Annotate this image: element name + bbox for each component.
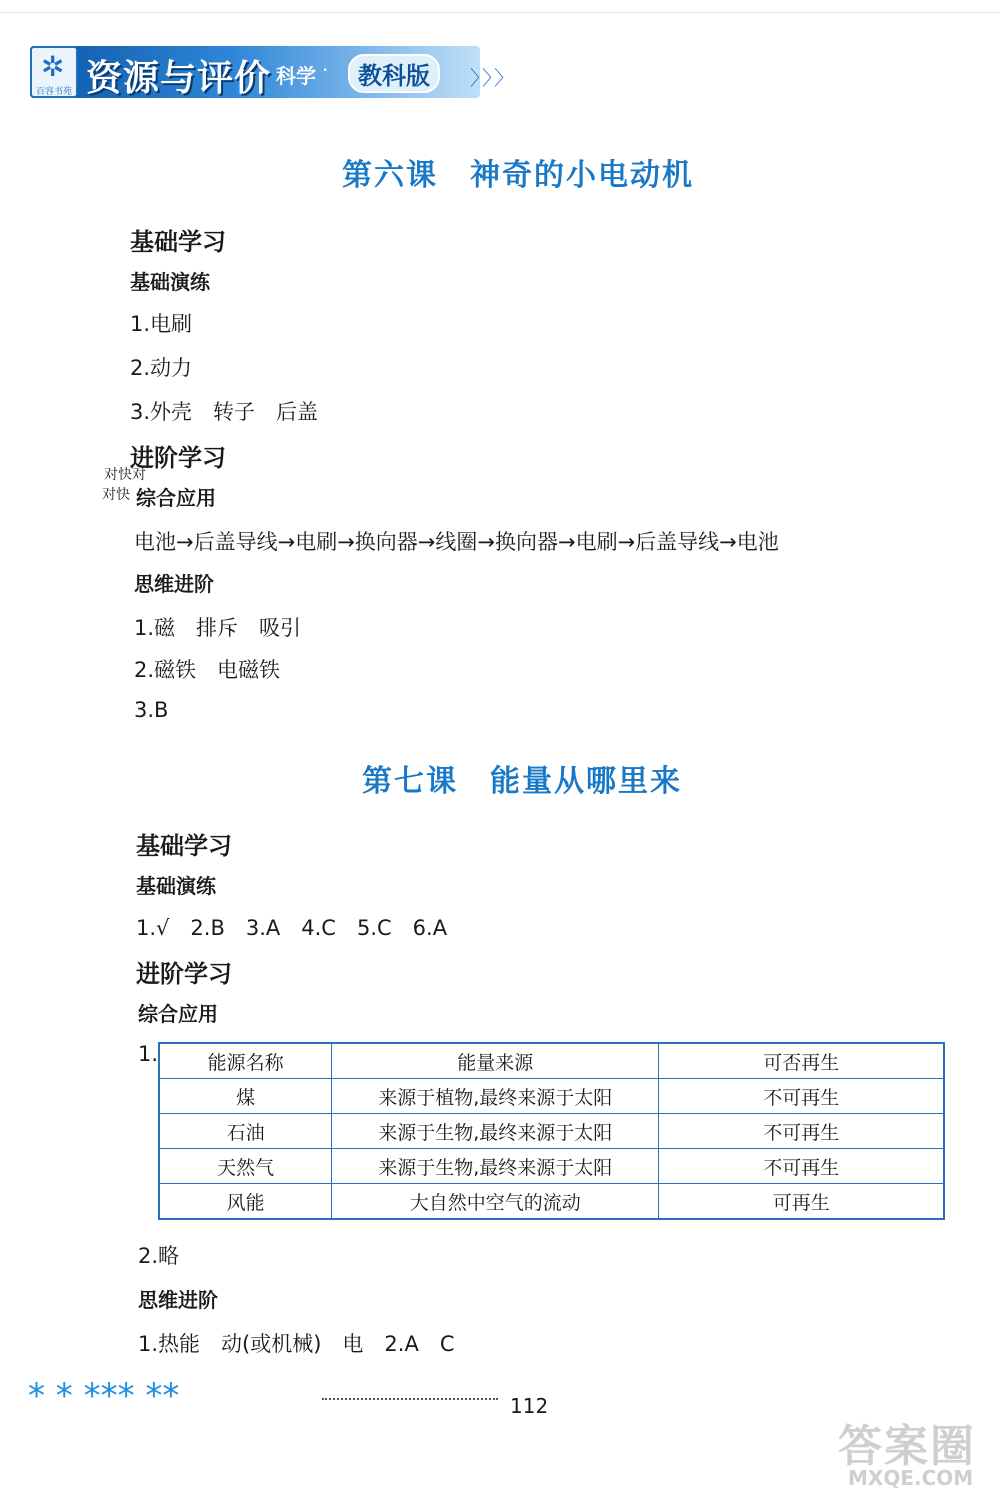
lesson6-thinking-item-2: 2.磁铁 电磁铁	[134, 658, 281, 682]
logo-text: 百容书苑	[36, 87, 73, 97]
lesson6-thinking-item-3: 3.B	[134, 698, 169, 722]
lesson6-basic-item-3: 3.外壳 转子 后盖	[130, 400, 319, 424]
page-number: 112	[510, 1394, 549, 1418]
star-logo-icon: ✲	[41, 50, 65, 83]
table-header-cell: 可否再生	[659, 1043, 944, 1079]
chevron-right-icon: 〉〉〉	[470, 66, 516, 90]
lesson7-application: 综合应用	[138, 1002, 218, 1026]
series-title: 资源与评价	[86, 58, 272, 99]
table-cell: 石油	[159, 1114, 332, 1149]
table-header-cell: 能源名称	[159, 1043, 332, 1079]
dotted-leader	[322, 1398, 498, 1400]
watermark	[838, 1410, 988, 1492]
margin-note-2: 对快	[102, 487, 130, 503]
lesson6-basic-item-1: 1.电刷	[130, 312, 193, 336]
lesson7-thinking-answer: 1.热能 动(或机械) 电 2.A C	[138, 1332, 455, 1356]
table-cell: 风能	[159, 1184, 332, 1220]
table-cell: 煤	[159, 1079, 332, 1114]
table-row	[159, 1079, 944, 1114]
table-cell: 天然气	[159, 1149, 332, 1184]
lesson6-application-answer: 电池→后盖导线→电刷→换向器→线圈→换向器→电刷→后盖导线→电池	[134, 530, 779, 554]
watermark-url: MXQE.COM	[848, 1466, 974, 1490]
lesson7-basic-answers: 1.√ 2.B 3.A 4.C 5.C 6.A	[136, 916, 448, 940]
edition-badge: 教科版	[348, 54, 440, 93]
decorative-stars-icon: * * *** **	[28, 1376, 180, 1416]
lesson7-basic-practice: 基础演练	[136, 874, 216, 898]
table-cell: 不可再生	[659, 1149, 944, 1184]
table-header-cell: 能量来源	[332, 1043, 659, 1079]
lesson7-thinking: 思维进阶	[138, 1288, 218, 1312]
margin-note-1: 对快对	[104, 467, 146, 483]
lesson7-advanced-heading: 进阶学习	[136, 960, 232, 988]
table-cell: 大自然中空气的流动	[332, 1184, 659, 1220]
table-cell: 来源于生物,最终来源于太阳	[332, 1149, 659, 1184]
lesson6-application: 综合应用	[136, 486, 216, 510]
lesson7-basic-heading: 基础学习	[136, 832, 232, 860]
table-cell: 来源于生物,最终来源于太阳	[332, 1114, 659, 1149]
table-item-number: 1.	[138, 1042, 159, 1066]
subject-label: 科学	[276, 64, 316, 88]
lesson6-basic-item-2: 2.动力	[130, 356, 193, 380]
publisher-logo	[30, 46, 78, 98]
table-row	[159, 1149, 944, 1184]
table-cell: 不可再生	[659, 1079, 944, 1114]
lesson7-title: 第七课 能量从哪里来	[362, 764, 682, 799]
watermark-logo: 答案圈	[838, 1421, 976, 1472]
table-header-row	[159, 1043, 944, 1079]
lesson6-thinking-item-1: 1.磁 排斥 吸引	[134, 616, 302, 640]
header-separator: ·	[322, 58, 329, 82]
energy-source-table	[158, 1042, 945, 1220]
top-rule	[0, 12, 1000, 13]
lesson6-basic-practice: 基础演练	[130, 270, 210, 294]
lesson6-thinking: 思维进阶	[134, 572, 214, 596]
lesson7-item-2: 2.略	[138, 1244, 180, 1268]
table-cell: 可再生	[659, 1184, 944, 1220]
lesson6-advanced-heading: 进阶学习	[130, 444, 226, 472]
lesson6-basic-heading: 基础学习	[130, 228, 226, 256]
table-cell: 来源于植物,最终来源于太阳	[332, 1079, 659, 1114]
lesson6-title: 第六课 神奇的小电动机	[342, 158, 694, 193]
table-cell: 不可再生	[659, 1114, 944, 1149]
table-row	[159, 1184, 944, 1220]
table-row	[159, 1114, 944, 1149]
